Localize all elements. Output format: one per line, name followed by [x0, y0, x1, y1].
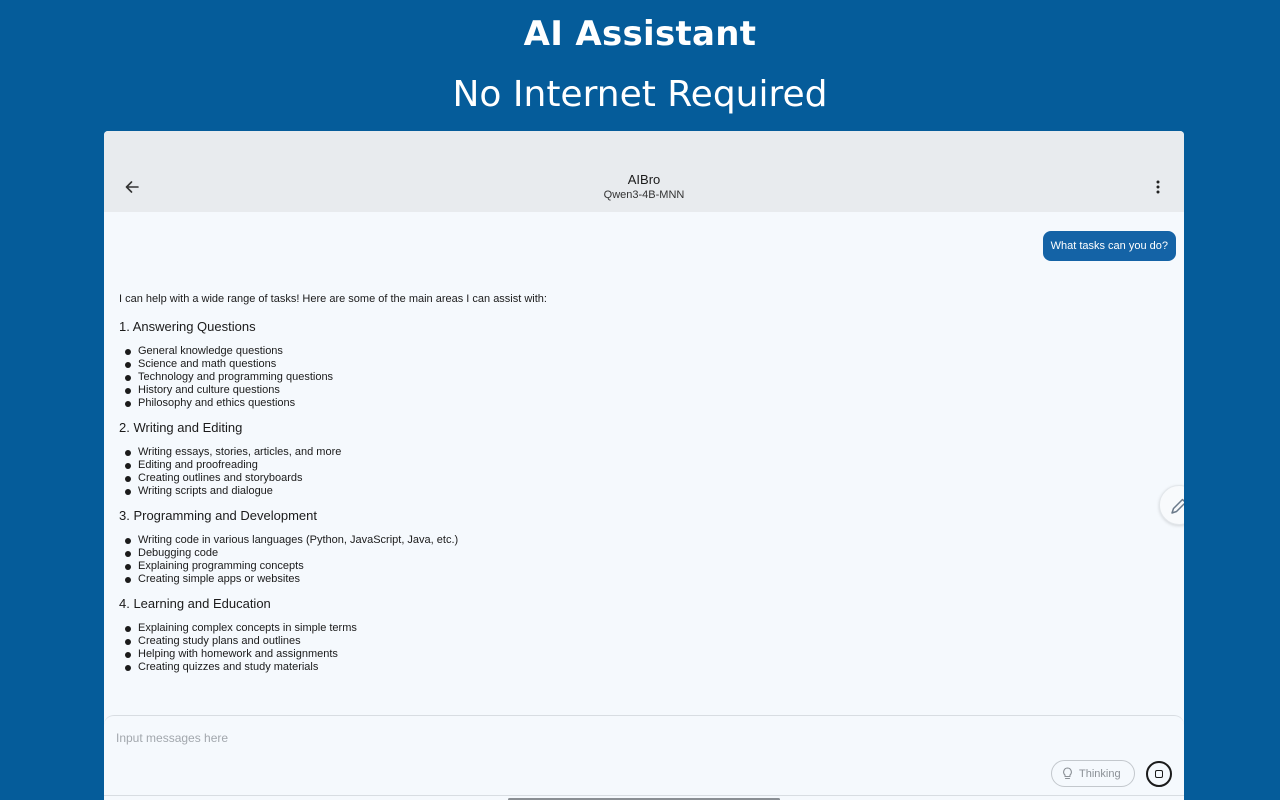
bullet-list: [119, 345, 1019, 410]
list-item: Debugging code: [119, 547, 1019, 560]
model-name: Qwen3-4B-MNN: [603, 189, 685, 201]
bullet-list: [119, 534, 1019, 586]
more-vertical-icon: [1156, 180, 1160, 194]
section-heading: 1. Answering Questions: [119, 319, 256, 334]
top-app-bar: [104, 131, 1184, 212]
thinking-label: Thinking: [1079, 767, 1121, 780]
section-heading: 3. Programming and Development: [119, 508, 317, 523]
pencil-icon: [1169, 496, 1184, 516]
bullet-list: [119, 446, 1019, 498]
stop-button[interactable]: [1146, 761, 1172, 787]
app-window: [104, 131, 1184, 800]
user-message-bubble: What tasks can you do?: [1043, 231, 1176, 261]
promo-title: AI Assistant: [523, 14, 757, 54]
list-item: Technology and programming questions: [119, 371, 1019, 384]
list-item: Helping with homework and assignments: [119, 648, 1019, 661]
answer-intro: I can help with a wide range of tasks! Here are some of the main areas I can assist with:: [119, 293, 547, 305]
divider: [104, 795, 1184, 796]
composer: [104, 715, 1184, 800]
stop-icon: [1155, 770, 1163, 778]
bullet-list: [119, 622, 1019, 674]
thinking-toggle[interactable]: [1051, 760, 1135, 787]
list-item: Explaining programming concepts: [119, 560, 1019, 573]
section-heading: 2. Writing and Editing: [119, 420, 243, 435]
list-item: Writing scripts and dialogue: [119, 485, 1019, 498]
list-item: Creating simple apps or websites: [119, 573, 1019, 586]
lightbulb-icon: [1062, 767, 1073, 780]
list-item: Philosophy and ethics questions: [119, 397, 1019, 410]
list-item: Creating quizzes and study materials: [119, 661, 1019, 674]
section-heading: 4. Learning and Education: [119, 596, 271, 611]
list-item: Explaining complex concepts in simple terms: [119, 622, 1019, 635]
list-item: Creating study plans and outlines: [119, 635, 1019, 648]
list-item: General knowledge questions: [119, 345, 1019, 358]
list-item: Science and math questions: [119, 358, 1019, 371]
list-item: Creating outlines and storyboards: [119, 472, 1019, 485]
promo-subtitle: No Internet Required: [452, 74, 828, 115]
chat-title: AIBro: [627, 172, 661, 187]
list-item: Editing and proofreading: [119, 459, 1019, 472]
list-item: History and culture questions: [119, 384, 1019, 397]
message-input[interactable]: [104, 726, 1004, 750]
more-options-button[interactable]: [1146, 175, 1170, 199]
edit-button[interactable]: [1159, 485, 1184, 525]
list-item: Writing essays, stories, articles, and more: [119, 446, 1019, 459]
assistant-message: [119, 291, 1019, 684]
list-item: Writing code in various languages (Python, JavaScript, Java, etc.): [119, 534, 1019, 547]
